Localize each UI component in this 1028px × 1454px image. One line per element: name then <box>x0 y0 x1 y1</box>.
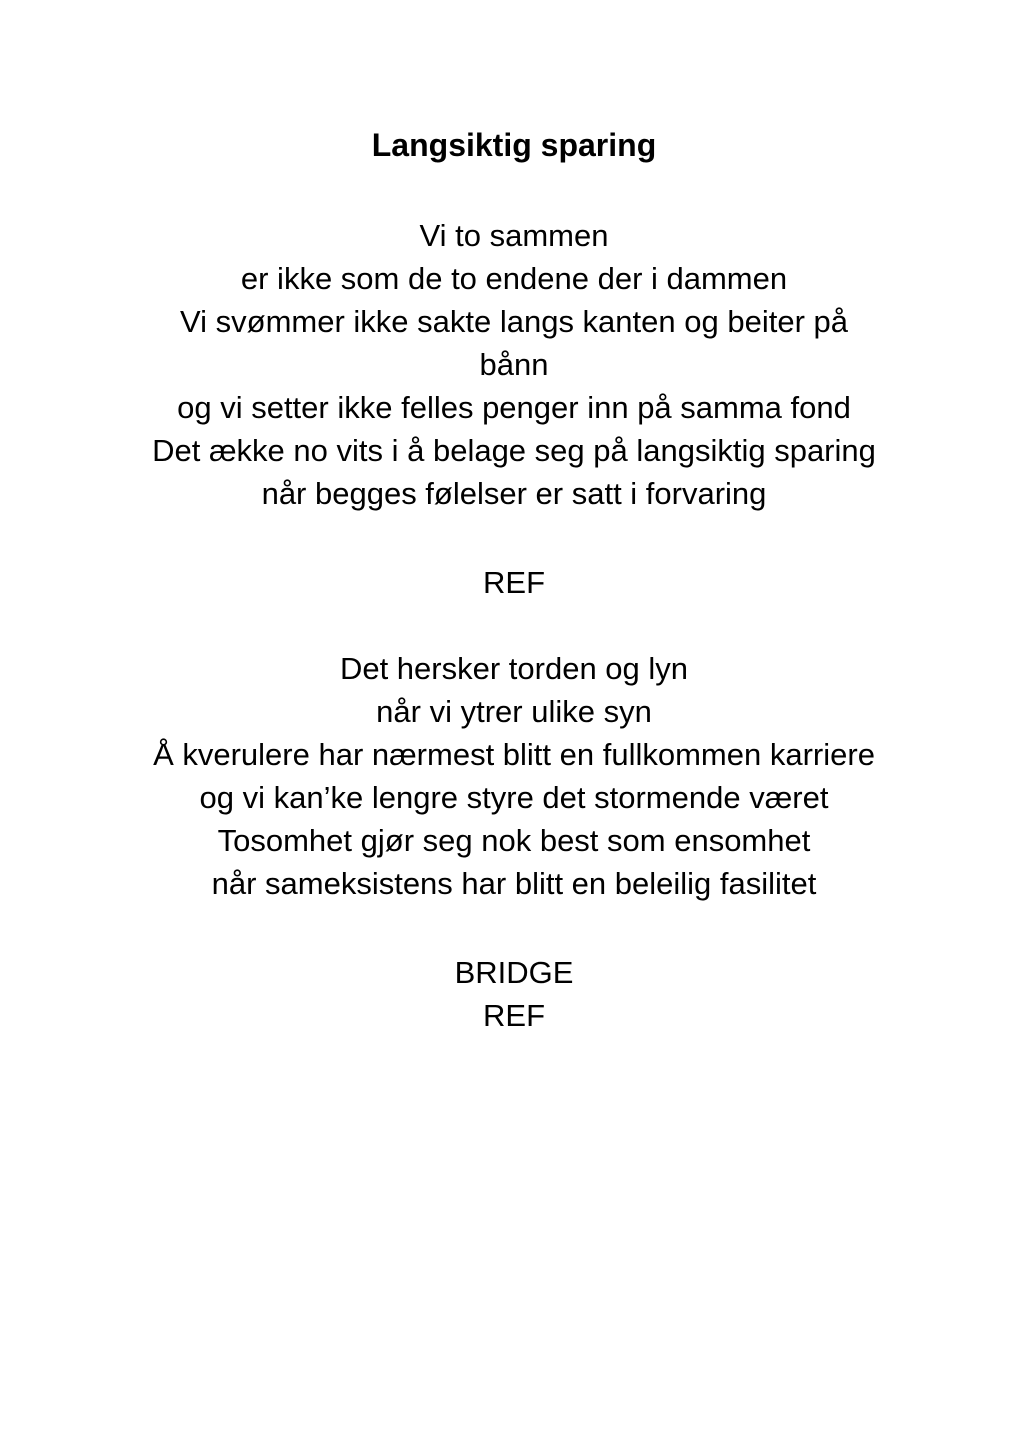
verse-line: når sameksistens har blitt en beleilig fasilitet <box>211 866 817 901</box>
verse-line: når vi ytrer ulike syn <box>376 694 652 729</box>
refrain-marker <box>0 561 1028 604</box>
verse-line: Vi to sammen <box>419 218 609 253</box>
verse-line: Det ække no vits i å belage seg på langsiktig sparing <box>152 433 876 468</box>
verse-line: når begges følelser er satt i forvaring <box>261 476 767 511</box>
verse-line: og vi kan’ke lengre styre det stormende været <box>199 780 829 815</box>
song-title: Langsiktig sparing <box>371 127 657 163</box>
verse-line: bånn <box>479 347 549 382</box>
ending-markers <box>0 951 1028 1037</box>
verse-line: er ikke som de to endene der i dammen <box>240 261 788 296</box>
verse-line: Å kverulere har nærmest blitt en fullkommen karriere <box>153 737 875 772</box>
verse-line: Vi svømmer ikke sakte langs kanten og beiter på <box>180 304 848 339</box>
refrain-label: REF <box>483 998 545 1033</box>
refrain-label: REF <box>483 565 545 600</box>
verse-line: Tosomhet gjør seg nok best som ensomhet <box>217 823 811 858</box>
verse-line: og vi setter ikke felles penger inn på samma fond <box>177 390 851 425</box>
verse-1 <box>0 214 1028 515</box>
verse-2 <box>0 647 1028 905</box>
verse-line: Det hersker torden og lyn <box>339 651 689 686</box>
bridge-label: BRIDGE <box>454 955 574 990</box>
